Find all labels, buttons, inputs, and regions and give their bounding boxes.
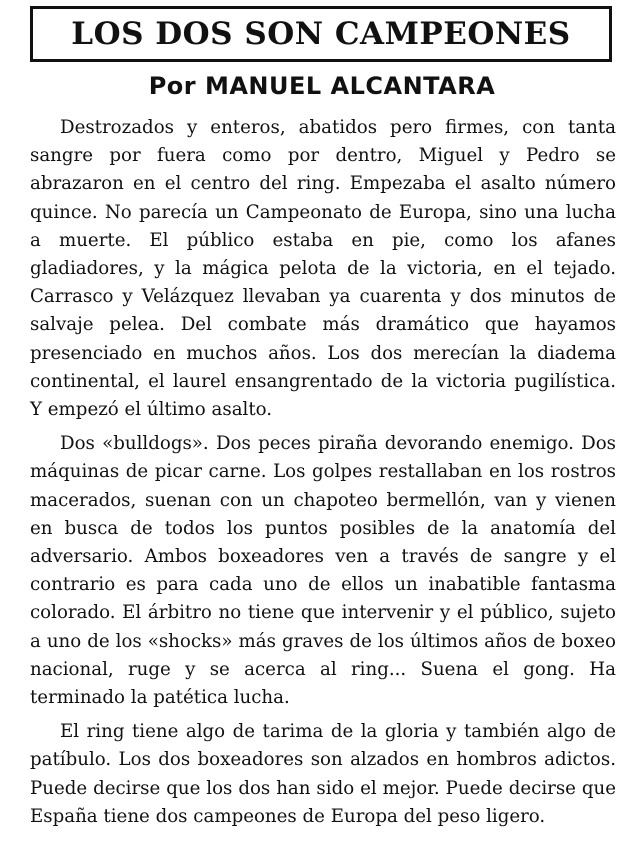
byline: Por MANUEL ALCANTARA [148, 72, 496, 100]
article-paragraph: El ring tiene algo de tarima de la gloria y también algo de patíbulo. Los dos boxeadores son alzados en hombros adictos. Puede decirse que los dos han sido el mejor. Puede decirse que España tiene dos campeones de Europa del peso ligero. [30, 721, 616, 827]
article-paragraph: Dos «bulldogs». Dos peces piraña devorando enemigo. Dos máquinas de picar carne. Los golpes restallaban en los rostros macerados, suenan con un chapoteo bermellón, van y vienen en busca de todos los puntos posibles de la anatomía del adversario. Ambos boxeadores ven a través de sangre y el contrario es para cada uno de ellos un inabatible fantasma colorado. El árbitro no tiene que intervenir y el público, sujeto a uno de los «shocks» más graves de los últimos años de boxeo nacional, ruge y se acerca al ring... Suena el gong. Ha terminado la patética lucha. [30, 433, 616, 709]
headline: LOS DOS SON CAMPEONES [71, 15, 571, 52]
article-body [30, 114, 616, 831]
headline-box [30, 6, 612, 62]
article-paragraph: Destrozados y enteros, abatidos pero firmes, con tanta sangre por fuera como por dentro, Miguel y Pedro se abrazaron en el centro del ring. Empezaba el asalto número quince. No parecía un Campeonato de Europa, sino una lucha a muerte. El público estaba en pie, como los afanes gladiadores, y la mágica pelota de la victoria, en el tejado. Carrasco y Velázquez llevaban ya cuarenta y dos minutos de salvaje pelea. Del combate más dramático que hayamos presenciado en muchos años. Los dos merecían la diadema continental, el laurel ensangrentado de la victoria pugilística. Y empezó el último asalto. [30, 117, 616, 421]
